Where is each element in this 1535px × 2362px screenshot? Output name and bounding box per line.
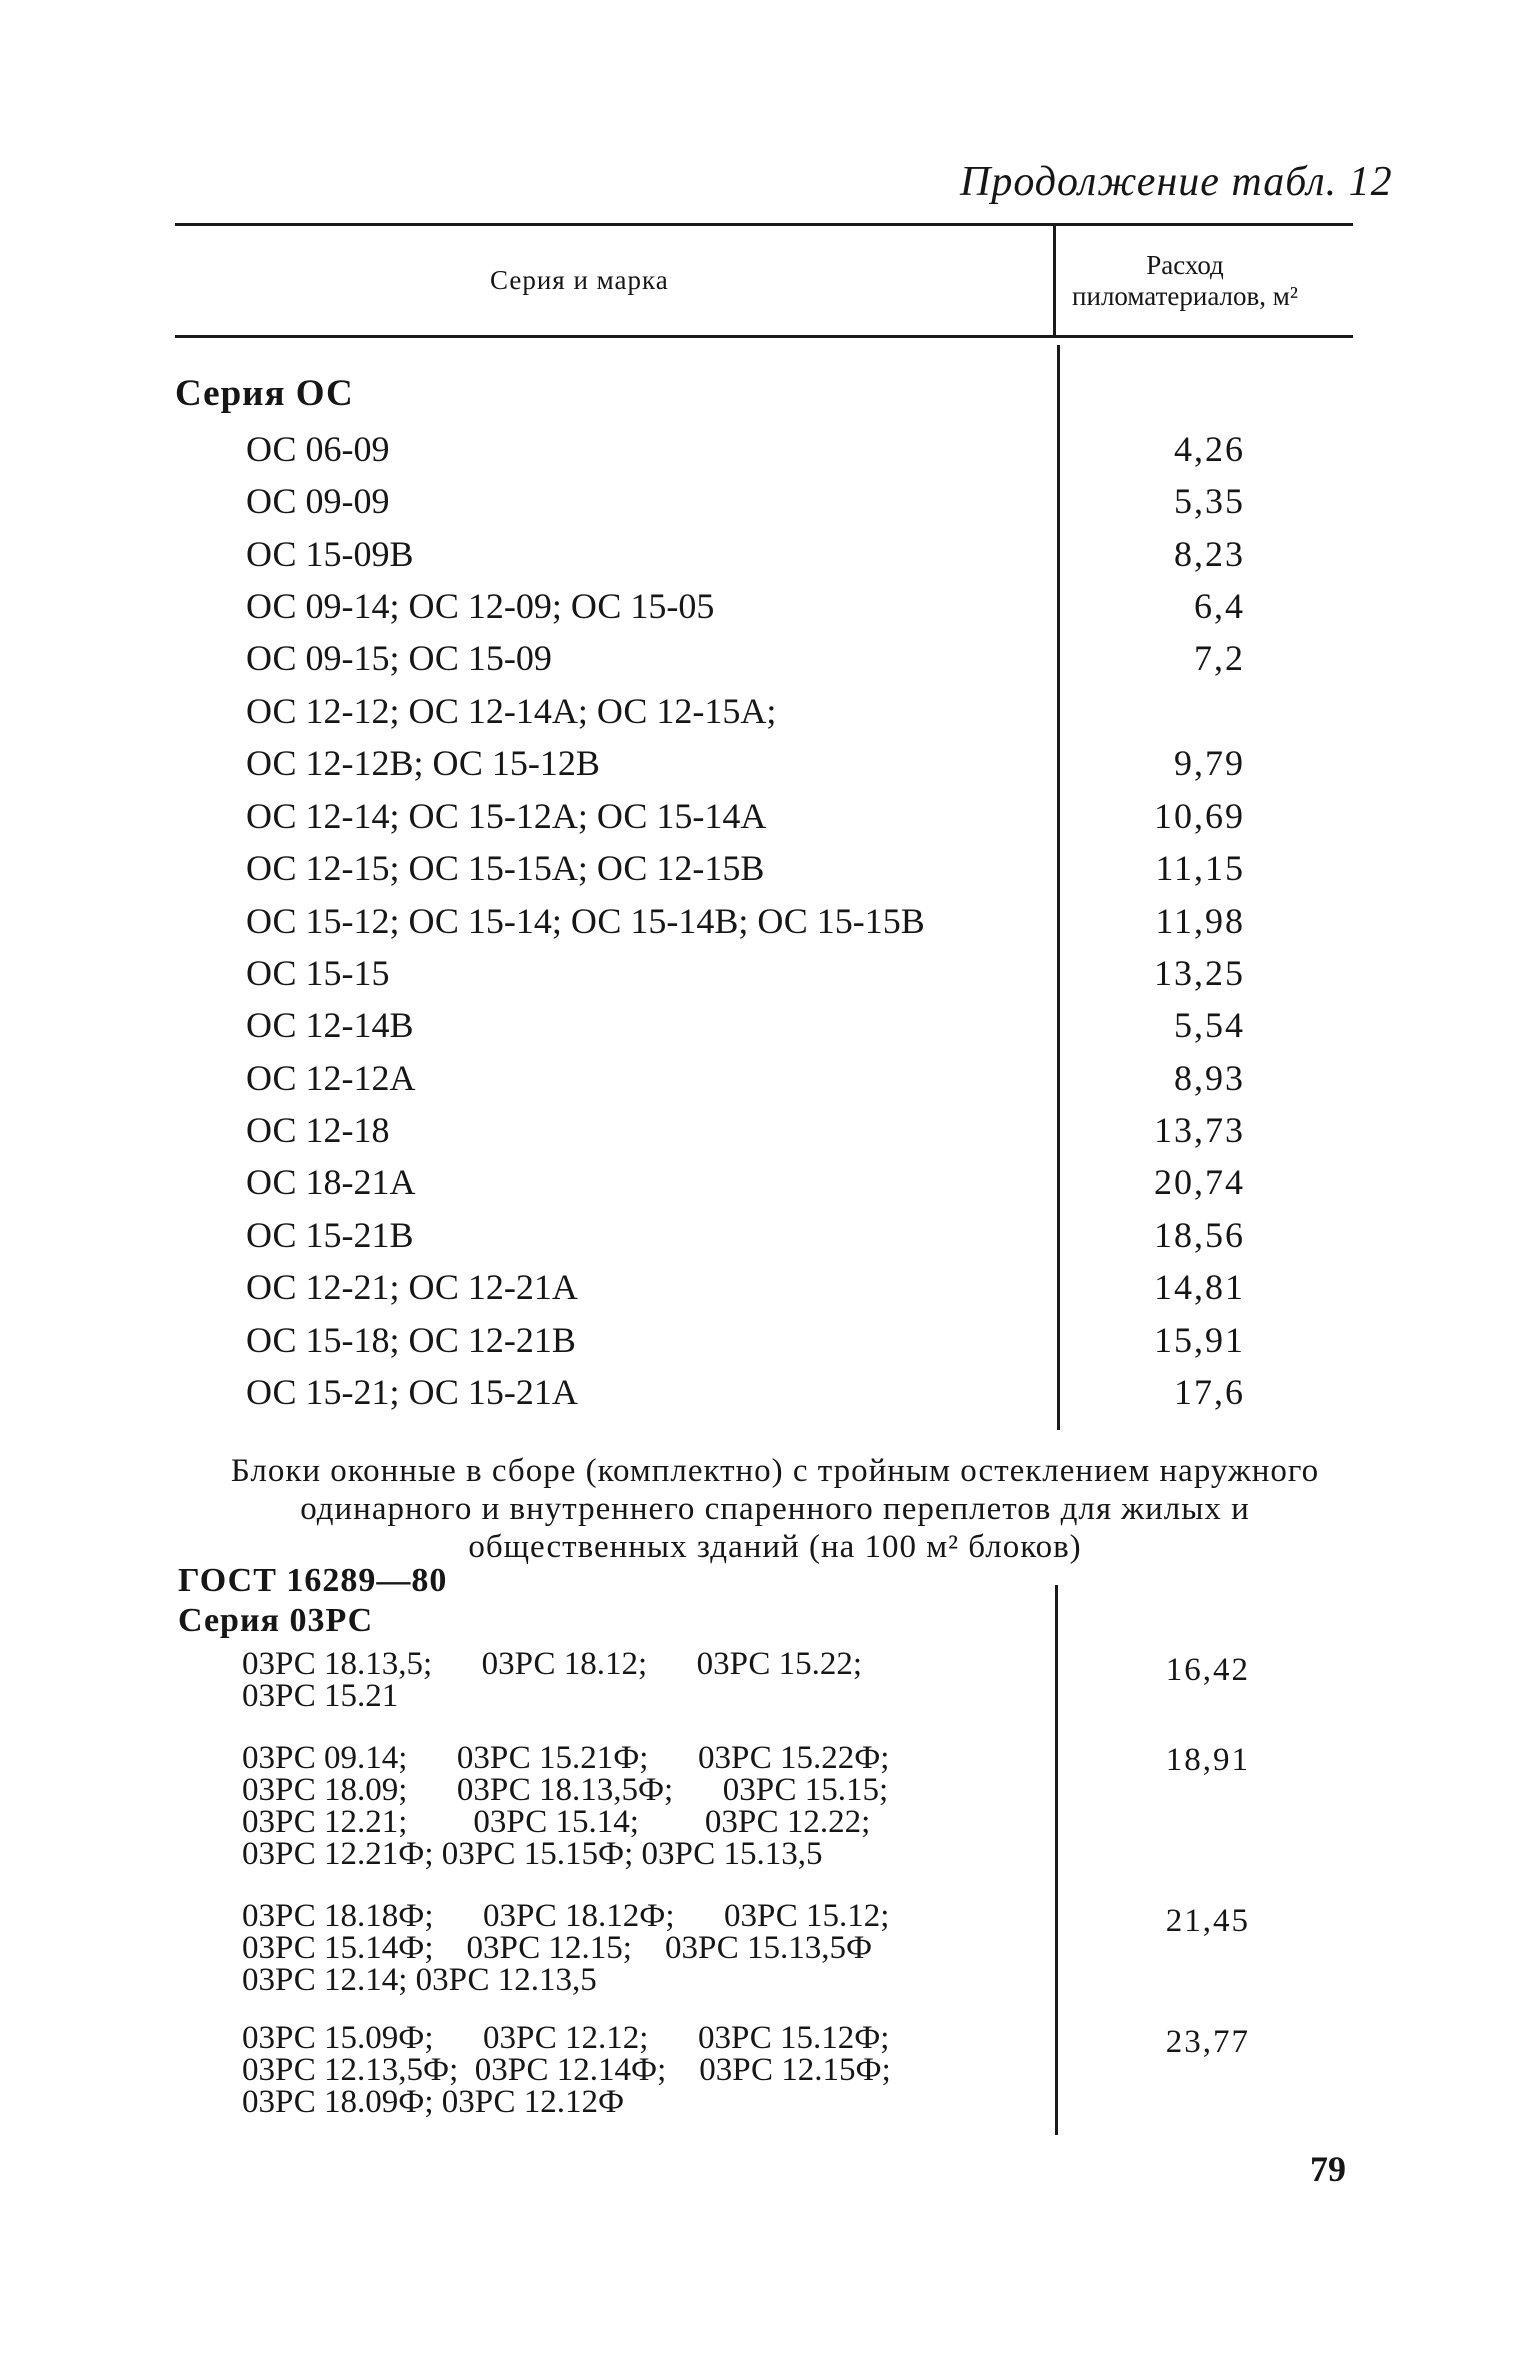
gost-group-line: 03РС 18.09Ф; 03РС 12.12Ф bbox=[242, 2084, 625, 2120]
table-row-label: ОС 09-15; ОС 15-09 bbox=[246, 638, 552, 678]
column-header-series: Серия и марка bbox=[490, 265, 669, 295]
gost-group-line: 03РС 15.14Ф; 03РС 12.15; 03РС 15.13,5Ф bbox=[242, 1930, 873, 1966]
table-caption: Продолжение табл. 12 bbox=[960, 159, 1393, 205]
window-blocks-note: Блоки оконные в сборе (комплектно) с тройным остеклением наружного одинарного и внутреннего спаренного переплетов для жилых и общественных зданий (на 100 м² блоков) bbox=[230, 1453, 1320, 1565]
series-03rs-title: Серия 03РС bbox=[178, 1602, 374, 1639]
table-row-label: ОС 15-12; ОС 15-14; ОС 15-14В; ОС 15-15В bbox=[246, 901, 925, 941]
table-row-label: ОС 06-09 bbox=[246, 429, 390, 469]
body-column-divider-03rs bbox=[1055, 1585, 1058, 2135]
table-row-label: ОС 12-14В bbox=[246, 1005, 414, 1045]
table-row-value: 14,81 bbox=[1154, 1267, 1245, 1307]
gost-standard: ГОСТ 16289—80 bbox=[178, 1562, 448, 1599]
gost-group-line: 03РС 18.18Ф; 03РС 18.12Ф; 03РС 15.12; bbox=[242, 1898, 890, 1934]
table-row-value: 15,91 bbox=[1154, 1320, 1245, 1360]
table-row-label: ОС 09-14; ОС 12-09; ОС 15-05 bbox=[246, 586, 715, 626]
table-row-value: 5,54 bbox=[1174, 1005, 1245, 1045]
table-row-label: ОС 15-18; ОС 12-21В bbox=[246, 1320, 576, 1360]
gost-group-line: 03РС 15.21 bbox=[242, 1678, 399, 1714]
series-os-title: Серия ОС bbox=[175, 373, 354, 414]
table-row-value: 13,25 bbox=[1154, 953, 1245, 993]
table-row-label: ОС 15-21; ОС 15-21А bbox=[246, 1372, 578, 1412]
table-row-label: ОС 15-09В bbox=[246, 534, 414, 574]
table-row-value: 4,26 bbox=[1174, 429, 1245, 469]
gost-group-value: 16,42 bbox=[1165, 1652, 1250, 1688]
gost-group-line: 03РС 18.13,5; 03РС 18.12; 03РС 15.22; bbox=[242, 1646, 863, 1682]
gost-group-line: 03РС 09.14; 03РС 15.21Ф; 03РС 15.22Ф; bbox=[242, 1740, 890, 1776]
gost-group-line: 03РС 12.21; 03РС 15.14; 03РС 12.22; bbox=[242, 1804, 871, 1840]
gost-group-value: 23,77 bbox=[1165, 2024, 1250, 2060]
table-row-value: 6,4 bbox=[1194, 586, 1245, 626]
table-row-value: 10,69 bbox=[1154, 796, 1245, 836]
table-row-value: 9,79 bbox=[1174, 743, 1245, 783]
table-row-value: 7,2 bbox=[1194, 638, 1245, 678]
header-column-divider bbox=[1053, 226, 1056, 335]
table-row-label: ОС 12-12В; ОС 15-12В bbox=[246, 743, 600, 783]
table-row-value: 8,93 bbox=[1174, 1058, 1245, 1098]
table-row-value: 11,98 bbox=[1155, 901, 1245, 941]
body-column-divider-os bbox=[1057, 345, 1060, 1430]
table-row-label: ОС 12-15; ОС 15-15А; ОС 12-15В bbox=[246, 848, 765, 888]
table-row-value: 5,35 bbox=[1174, 481, 1245, 521]
table-row-label: ОС 12-21; ОС 12-21А bbox=[246, 1267, 578, 1307]
table-row-label: ОС 18-21А bbox=[246, 1162, 416, 1202]
gost-group-value: 18,91 bbox=[1165, 1742, 1250, 1778]
table-row-label: ОС 15-21В bbox=[246, 1215, 414, 1255]
page-number: 79 bbox=[1310, 2149, 1346, 2189]
header-top-rule bbox=[175, 223, 1353, 226]
table-row-value: 20,74 bbox=[1154, 1162, 1245, 1202]
gost-group-line: 03РС 12.14; 03РС 12.13,5 bbox=[242, 1962, 597, 1998]
table-row-value: 18,56 bbox=[1154, 1215, 1245, 1255]
table-row-value: 8,23 bbox=[1174, 534, 1245, 574]
table-row-label: ОС 15-15 bbox=[246, 953, 390, 993]
header-bottom-rule bbox=[175, 335, 1353, 338]
gost-group-line: 03РС 12.13,5Ф; 03РС 12.14Ф; 03РС 12.15Ф; bbox=[242, 2052, 891, 2088]
gost-group-line: 03РС 12.21Ф; 03РС 15.15Ф; 03РС 15.13,5 bbox=[242, 1836, 823, 1872]
table-row-label: ОС 12-12А bbox=[246, 1058, 416, 1098]
column-header-consumption: Расход пиломатериалов, м² bbox=[1072, 250, 1298, 311]
table-row-label: ОС 12-14; ОС 15-12А; ОС 15-14А bbox=[246, 796, 767, 836]
gost-group-value: 21,45 bbox=[1165, 1903, 1250, 1939]
table-row-label: ОС 12-12; ОС 12-14А; ОС 12-15А; bbox=[246, 691, 777, 731]
table-row-value: 11,15 bbox=[1155, 848, 1245, 888]
table-row-value: 13,73 bbox=[1154, 1110, 1245, 1150]
gost-group-line: 03РС 18.09; 03РС 18.13,5Ф; 03РС 15.15; bbox=[242, 1772, 889, 1808]
gost-group-line: 03РС 15.09Ф; 03РС 12.12; 03РС 15.12Ф; bbox=[242, 2020, 890, 2056]
table-row-label: ОС 09-09 bbox=[246, 481, 390, 521]
table-row-label: ОС 12-18 bbox=[246, 1110, 390, 1150]
table-row-value: 17,6 bbox=[1174, 1372, 1245, 1412]
